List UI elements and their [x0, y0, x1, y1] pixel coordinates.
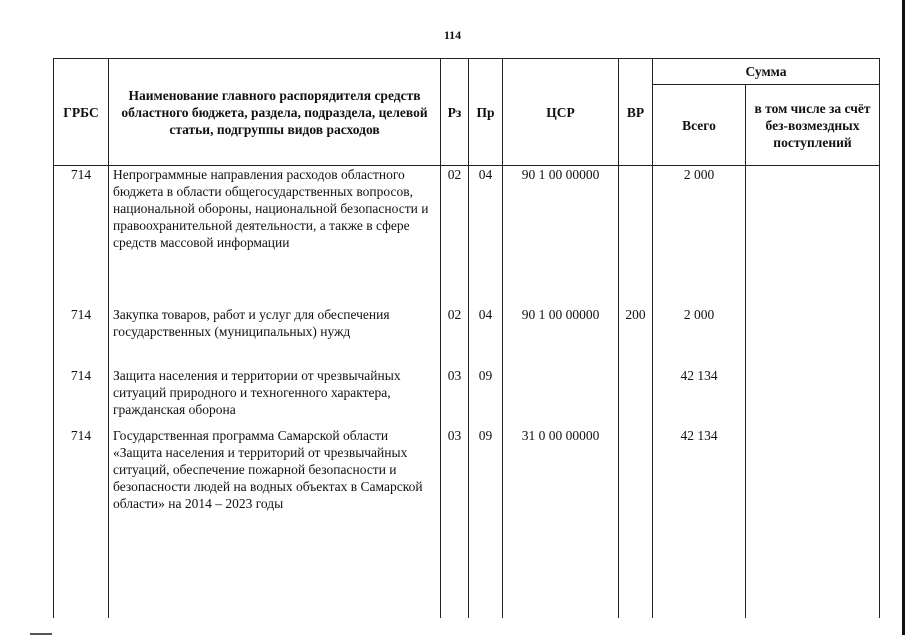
cell-total: 2 000: [653, 306, 746, 367]
cell-name: Защита населения и территории от чрезвычайных ситуаций природного и техногенного характера, гражданская оборона: [109, 367, 441, 427]
table-row: [54, 427, 880, 618]
header-pr: Пр: [469, 59, 503, 166]
cell-grbs: 714: [54, 367, 109, 427]
cell-rz: 03: [441, 367, 469, 427]
table-header: [54, 59, 880, 166]
cell-vr: [619, 367, 653, 427]
cell-pr: 04: [469, 166, 503, 306]
page-number: 114: [443, 28, 462, 42]
cell-grbs: 714: [54, 166, 109, 306]
header-vr: ВР: [619, 59, 653, 166]
cell-rz: 02: [441, 166, 469, 306]
table-row: [54, 166, 880, 306]
cell-rz: 02: [441, 306, 469, 367]
cell-free: [746, 427, 880, 618]
cell-total: 42 134: [653, 367, 746, 427]
cell-pr: 09: [469, 427, 503, 618]
cell-pr: 04: [469, 306, 503, 367]
cell-grbs: 714: [54, 427, 109, 618]
cell-free: [746, 367, 880, 427]
header-grbs: ГРБС: [54, 59, 109, 166]
header-total: Всего: [653, 85, 746, 166]
cell-pr: 09: [469, 367, 503, 427]
table-row: [54, 367, 880, 427]
budget-table: [53, 58, 880, 618]
cell-csr: [503, 367, 619, 427]
cell-name: Закупка товаров, работ и услуг для обеспечения государственных (муниципальных) нужд: [109, 306, 441, 367]
cell-free: [746, 306, 880, 367]
header-rz: Рз: [441, 59, 469, 166]
header-sum: Сумма: [653, 59, 880, 85]
cell-csr: 90 1 00 00000: [503, 306, 619, 367]
header-csr: ЦСР: [503, 59, 619, 166]
table-row: [54, 306, 880, 367]
cell-vr: [619, 166, 653, 306]
cell-csr: 90 1 00 00000: [503, 166, 619, 306]
cell-total: 2 000: [653, 166, 746, 306]
cell-csr: 31 0 00 00000: [503, 427, 619, 618]
cell-name: Государственная программа Самарской области «Защита населения и территорий от чрезвычайных ситуаций, обеспечение пожарной безопасности и безопасности людей на водных объектах в Самарской области» на 2014 – 2023 годы: [109, 427, 441, 618]
cell-free: [746, 166, 880, 306]
cell-rz: 03: [441, 427, 469, 618]
cell-grbs: 714: [54, 306, 109, 367]
cell-vr: [619, 427, 653, 618]
header-name: Наименование главного распорядителя средств областного бюджета, раздела, подраздела, целевой статьи, подгруппы видов расходов: [109, 59, 441, 166]
header-incl-free: в том числе за счёт без-возмездных поступлений: [746, 85, 880, 166]
cell-vr: 200: [619, 306, 653, 367]
cell-name: Непрограммные направления расходов областного бюджета в области общегосударственных вопросов, национальной обороны, национальной безопасности и правоохранительной деятельности, а также в сфере средств массовой информации: [109, 166, 441, 306]
cell-total: 42 134: [653, 427, 746, 618]
